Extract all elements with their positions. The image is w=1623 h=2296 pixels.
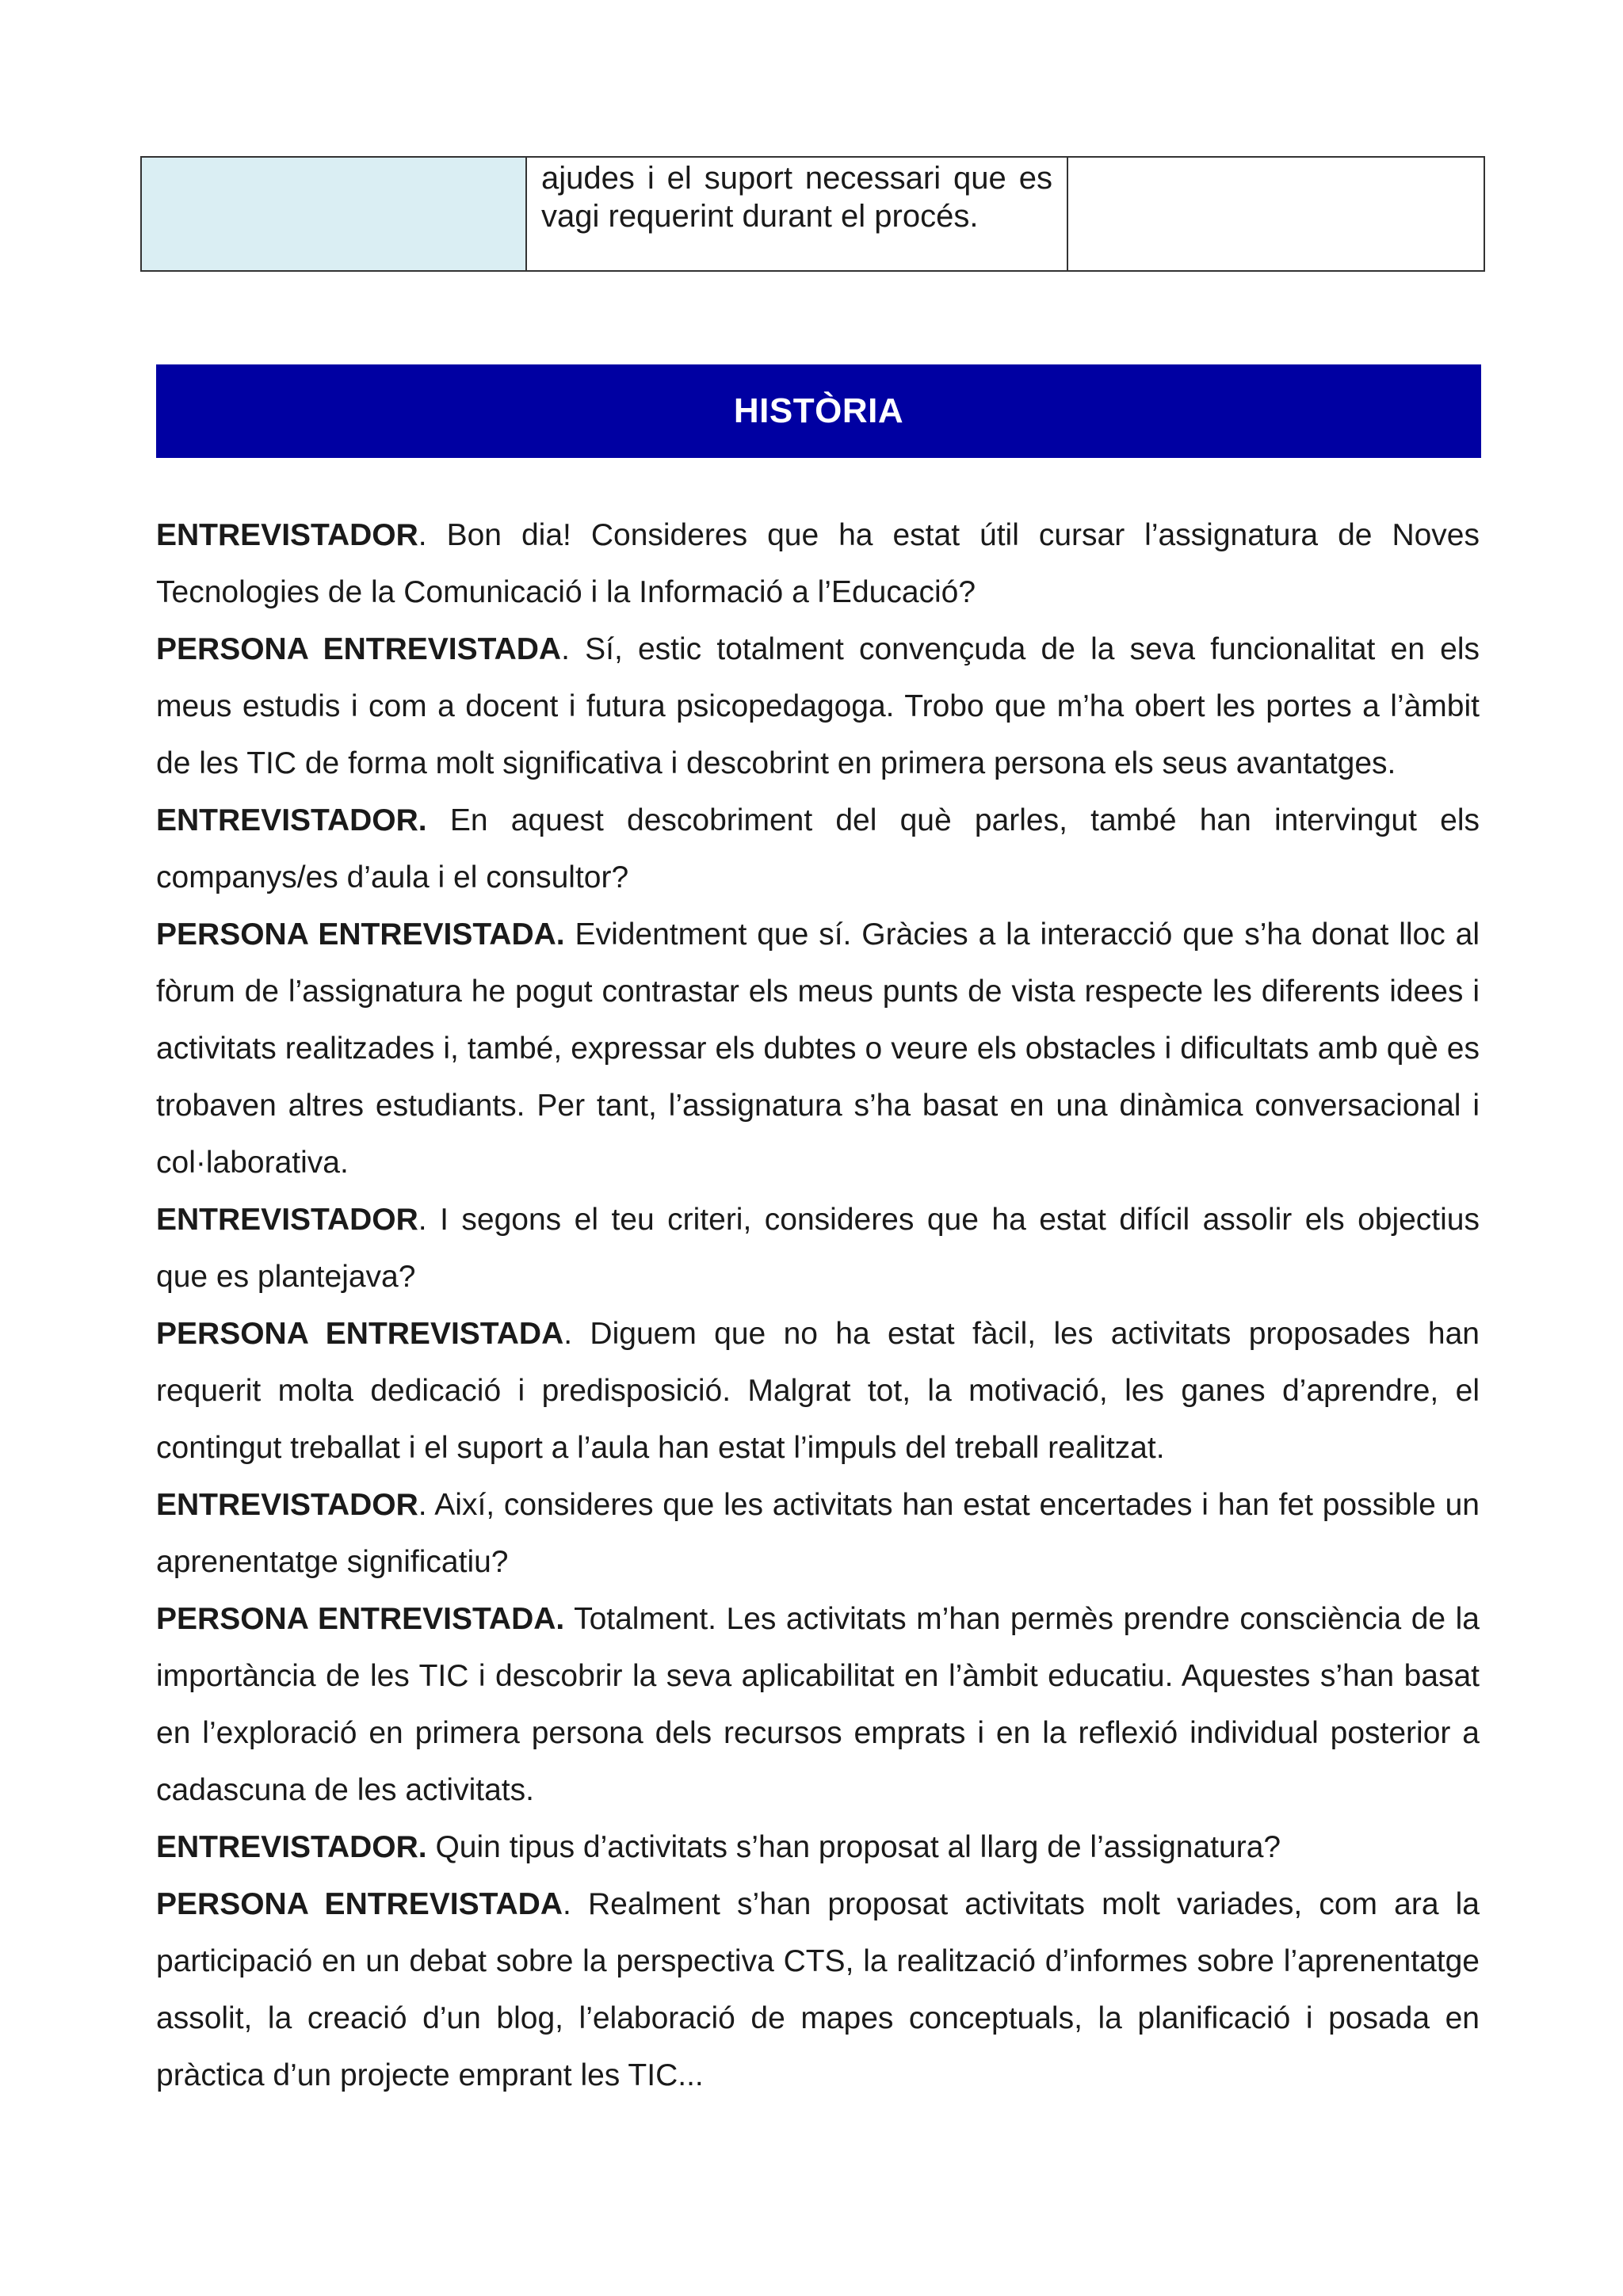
paragraph-text: . Així, consideres que les activitats han estat encertades i han fet possible un aprenentatge significatiu?	[156, 1488, 1480, 1579]
speaker-label: PERSONA ENTREVISTADA	[156, 632, 562, 666]
interview-paragraph	[156, 1591, 1480, 1819]
speaker-label: ENTREVISTADOR.	[156, 1830, 427, 1864]
interview-paragraph	[156, 1306, 1480, 1477]
speaker-label: ENTREVISTADOR	[156, 1203, 418, 1237]
continuation-table	[140, 156, 1485, 272]
speaker-label: ENTREVISTADOR	[156, 1488, 418, 1522]
paragraph-text: . Realment s’han proposat activitats molt variades, com ara la participació en un debat sobre la perspectiva CTS, la realització d’informes sobre l’aprenentatge assolit, la creació d’un blog, l’elaboració de mapes conceptuals, la planificació i posada en pràctica d’un projecte emprant les TIC...	[156, 1887, 1480, 2092]
interview-paragraph	[156, 1192, 1480, 1306]
paragraph-text: En aquest descobriment del què parles, també han intervingut els companys/es d’aula i el consultor?	[156, 803, 1480, 894]
speaker-label: PERSONA ENTREVISTADA	[156, 1317, 564, 1351]
speaker-label: PERSONA ENTREVISTADA.	[156, 1602, 565, 1636]
interview-body	[156, 507, 1480, 2104]
section-title: HISTÒRIA	[733, 391, 904, 430]
paragraph-text: . Diguem que no ha estat fàcil, les activitats proposades han requerit molta dedicació i predisposició. Malgrat tot, la motivació, les ganes d’aprendre, el contingut treballat i el suport a l’aula han estat l’impuls del treball realitzat.	[156, 1317, 1480, 1465]
interview-paragraph	[156, 621, 1480, 792]
table-cell-right	[1067, 157, 1484, 271]
table-row	[141, 157, 1484, 271]
interview-paragraph	[156, 1876, 1480, 2104]
section-banner	[156, 364, 1481, 458]
speaker-label: ENTREVISTADOR	[156, 518, 418, 552]
paragraph-text: . Bon dia! Consideres que ha estat útil cursar l’assignatura de Noves Tecnologies de la Comunicació i la Informació a l’Educació?	[156, 518, 1480, 609]
table-cell-left	[141, 157, 526, 271]
speaker-label: ENTREVISTADOR.	[156, 803, 427, 837]
paragraph-text: . I segons el teu criteri, consideres que ha estat difícil assolir els objectius que es plantejava?	[156, 1203, 1480, 1294]
paragraph-text: Quin tipus d’activitats s’han proposat al llarg de l’assignatura?	[426, 1830, 1281, 1864]
paragraph-text: . Sí, estic totalment convençuda de la seva funcionalitat en els meus estudis i com a docent i futura psicopedagoga. Trobo que m’ha obert les portes a l’àmbit de les TIC de forma molt significativa i descobrint en primera persona els seus avantatges.	[156, 632, 1480, 780]
table-cell-middle	[526, 157, 1067, 271]
speaker-label: PERSONA ENTREVISTADA	[156, 1887, 563, 1921]
interview-paragraph	[156, 1819, 1480, 1876]
table-cell-text: ajudes i el suport necessari que es vagi requerint durant el procés.	[541, 161, 1052, 234]
interview-paragraph	[156, 906, 1480, 1192]
interview-paragraph	[156, 507, 1480, 621]
paragraph-text: Evidentment que sí. Gràcies a la interacció que s’ha donat lloc al fòrum de l’assignatura he pogut contrastar els meus punts de vista respecte les diferents idees i activitats realitzades i, també, expressar els dubtes o veure els obstacles i dificultats amb què es trobaven altres estudiants. Per tant, l’assignatura s’ha basat en una dinàmica conversacional i col·laborativa.	[156, 917, 1480, 1180]
speaker-label: PERSONA ENTREVISTADA.	[156, 917, 565, 952]
interview-paragraph	[156, 1477, 1480, 1591]
paragraph-text: Totalment. Les activitats m’han permès prendre consciència de la importància de les TIC i descobrir la seva aplicabilitat en l’àmbit educatiu. Aquestes s’han basat en l’exploració en primera persona dels recursos emprats i en la reflexió individual posterior a cadascuna de les activitats.	[156, 1602, 1480, 1807]
interview-paragraph	[156, 792, 1480, 906]
